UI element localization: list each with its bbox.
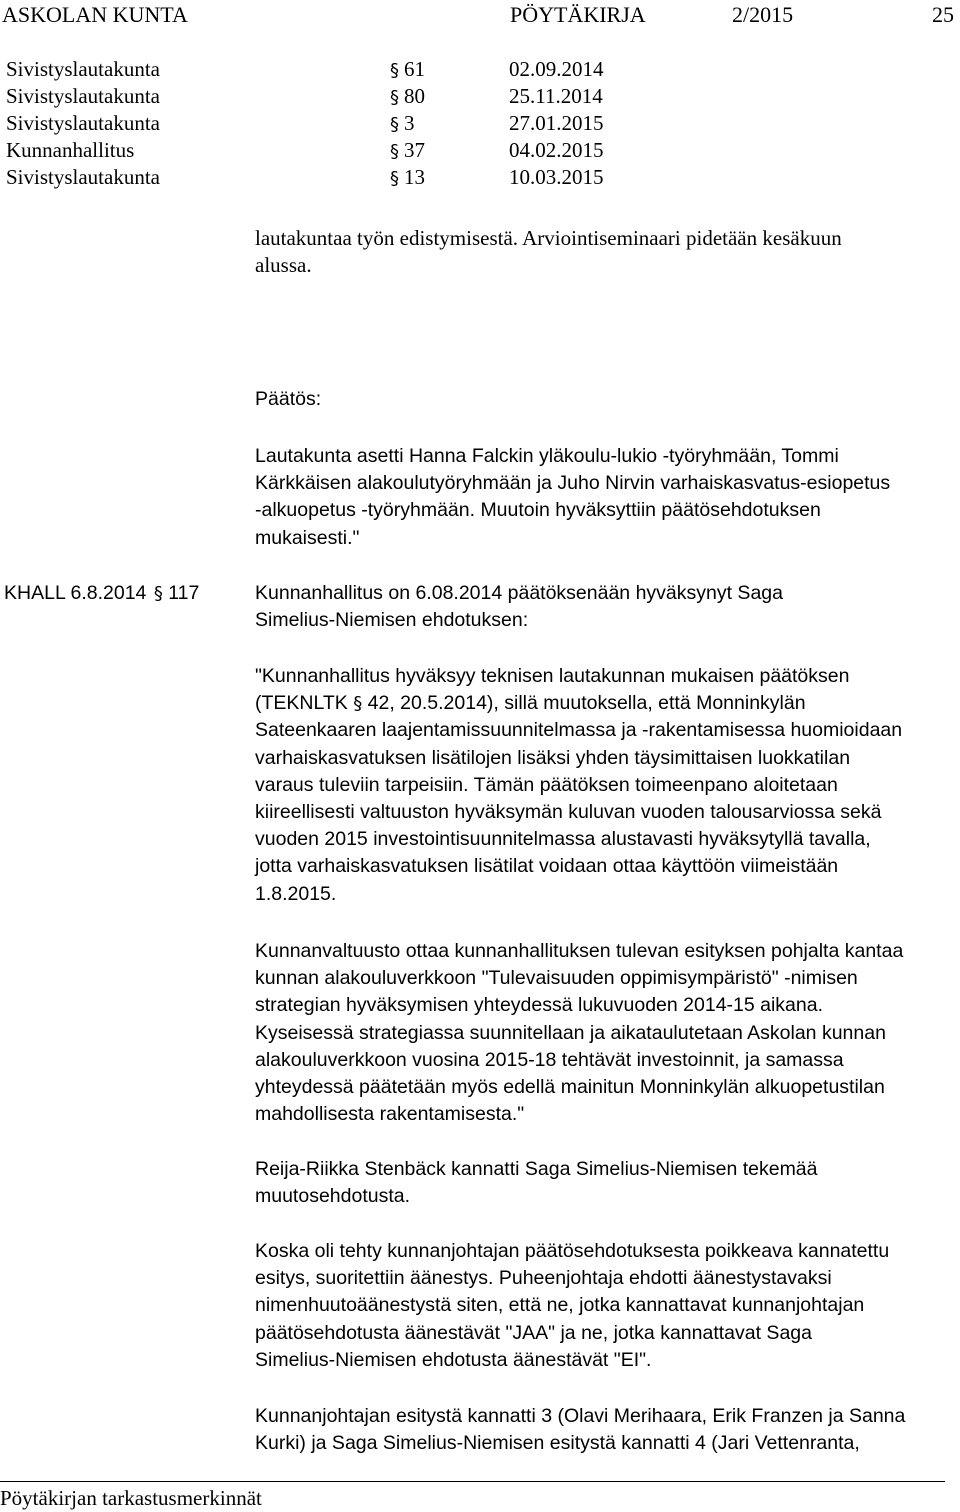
text-line: vuoden 2015 investointisuunnitelmassa alustavasti hyväksytyllä tavalla, xyxy=(255,828,871,851)
section-symbol: § xyxy=(153,583,163,604)
text-line: alakouluverkkoon vuosina 2015-18 tehtävät investoinnit, ja samassa xyxy=(255,1048,844,1071)
history-date: 10.03.2015 xyxy=(509,165,604,189)
khall-intro-paragraph xyxy=(255,580,783,634)
text-line: varhaiskasvatuksen lisätilojen lisäksi yhden täysimittaisen luokkatilan xyxy=(255,746,851,769)
history-body: Sivistyslautakunta xyxy=(6,84,160,108)
khall-reference xyxy=(4,580,199,607)
history-row xyxy=(6,164,706,191)
section-symbol: § xyxy=(353,693,363,715)
decision-paragraph xyxy=(255,443,890,552)
history-number: 13 xyxy=(404,165,425,189)
history-body: Sivistyslautakunta xyxy=(6,57,160,81)
text-line: Kurki) ja Saga Simelius-Niemisen esitystä kannatti 4 (Jari Vettenranta, xyxy=(255,1432,860,1455)
text-line: Koska oli tehty kunnanjohtajan päätösehdotuksesta poikkeava kannatettu xyxy=(255,1240,890,1262)
result-paragraph xyxy=(255,1403,905,1457)
history-date: 02.09.2014 xyxy=(509,57,604,81)
history-row xyxy=(6,137,706,164)
text-line: (TEKNLTK § 42, 20.5.2014), sillä muutoksella, että Monninkylän xyxy=(255,692,806,715)
text-line: Sateenkaaren laajentamissuunnitelmassa ja -rakentamisessa huomioidaan xyxy=(255,719,903,742)
text-line: mahdollisesta rakentamisesta." xyxy=(255,1103,525,1126)
support-paragraph xyxy=(255,1156,818,1210)
text-line: Kyseisessä strategiassa suunnitellaan ja aikataulutetaan Askolan kunnan xyxy=(255,1021,886,1044)
document-header xyxy=(0,0,960,32)
section-symbol: § xyxy=(390,87,399,108)
text-line: päätösehdotusta äänestävät "JAA" ja ne, jotka kannattavat Saga xyxy=(255,1321,812,1344)
history-number: 3 xyxy=(404,111,415,135)
history-row xyxy=(6,110,706,137)
khall-number: 117 xyxy=(168,582,200,604)
text-line: jotta varhaiskasvatuksen lisätilat voidaan ottaa käyttöön viimeistään xyxy=(255,855,839,878)
page-number: 25 xyxy=(932,2,954,27)
text-line: Kunnanhallitus on 6.08.2014 päätöksenään hyväksynyt Saga xyxy=(255,582,783,604)
issue-number: 2/2015 xyxy=(732,2,794,27)
quoted-proposal-paragraph xyxy=(255,663,902,908)
text-line: Simelius-Niemisen ehdotuksen: xyxy=(255,609,529,632)
history-body: Kunnanhallitus xyxy=(6,138,135,162)
section-symbol: § xyxy=(390,141,399,162)
council-paragraph xyxy=(255,938,903,1128)
section-symbol: § xyxy=(390,114,399,135)
text-line: Kunnanvaltuusto ottaa kunnanhallituksen tulevan esityksen pohjalta kantaa xyxy=(255,940,904,962)
text-line: yhteydessä päätetään myös edellä mainitun Monninkylän alkuopetustilan xyxy=(255,1075,885,1098)
history-number: 80 xyxy=(404,84,425,108)
footer-label: Pöytäkirjan tarkastusmerkinnät xyxy=(0,1486,262,1510)
section-symbol: § xyxy=(390,60,399,81)
footer-divider xyxy=(0,1481,945,1482)
history-date: 25.11.2014 xyxy=(509,84,603,108)
text-line: Reija-Riikka Stenbäck kannatti Saga Simelius-Niemisen tekemää xyxy=(255,1158,818,1180)
text-line: "Kunnanhallitus hyväksyy teknisen lautakunnan mukaisen päätöksen xyxy=(255,665,850,687)
history-number: 37 xyxy=(404,138,425,162)
text-line: kiireellisesti valtuuston hyväksymän kuluvan vuoden talousarviossa sekä xyxy=(255,800,882,823)
section-symbol: § xyxy=(390,168,399,189)
decision-heading: Päätös: xyxy=(255,388,322,410)
text-line: Lautakunta asetti Hanna Falckin yläkoulu-lukio -työryhmään, Tommi xyxy=(255,445,839,467)
intro-paragraph xyxy=(255,225,842,278)
text-line: mukaisesti." xyxy=(255,526,360,549)
document-type: PÖYTÄKIRJA xyxy=(510,2,646,27)
history-row xyxy=(6,83,706,110)
history-row xyxy=(6,56,706,83)
text-line: nimenhuutoäänestystä siten, että ne, jotka kannattavat kunnanjohtajan xyxy=(255,1294,865,1317)
text-line: 1.8.2015. xyxy=(255,882,337,905)
text-line: -alkuopetus -työryhmään. Muutoin hyväksyttiin päätösehdotuksen xyxy=(255,499,821,522)
history-number: 61 xyxy=(404,57,425,81)
text-line: alussa. xyxy=(255,252,312,277)
text-line: Kärkkäisen alakoulutyöryhmään ja Juho Nirvin varhaiskasvatus-esiopetus xyxy=(255,472,891,495)
organization-name: ASKOLAN KUNTA xyxy=(2,2,188,27)
history-body: Sivistyslautakunta xyxy=(6,165,160,189)
text-line: Simelius-Niemisen ehdotusta äänestävät "EI". xyxy=(255,1348,652,1371)
text-line: lautakuntaa työn edistymisestä. Arviointiseminaari pidetään kesäkuun xyxy=(255,226,842,250)
text-line: esitys, suoritettiin äänestys. Puheenjohtaja ehdotti äänestystavaksi xyxy=(255,1267,832,1290)
history-date: 04.02.2015 xyxy=(509,138,604,162)
vote-paragraph xyxy=(255,1238,889,1374)
text-line: muutosehdotusta. xyxy=(255,1185,411,1208)
history-date: 27.01.2015 xyxy=(509,111,604,135)
history-body: Sivistyslautakunta xyxy=(6,111,160,135)
khall-label: KHALL 6.8.2014 xyxy=(4,582,147,604)
text-line: kunnan alakouluverkkoon "Tulevaisuuden oppimisympäristö" -nimisen xyxy=(255,967,858,990)
text-line: strategian hyväksymisen yhteydessä lukuvuoden 2014-15 aikana. xyxy=(255,994,824,1017)
text-line: varaus tuleviin tarpeisiin. Tämän päätöksen toimeenpano aloitetaan xyxy=(255,773,838,796)
text-line: Kunnanjohtajan esitystä kannatti 3 (Olavi Merihaara, Erik Franzen ja Sanna xyxy=(255,1405,906,1427)
